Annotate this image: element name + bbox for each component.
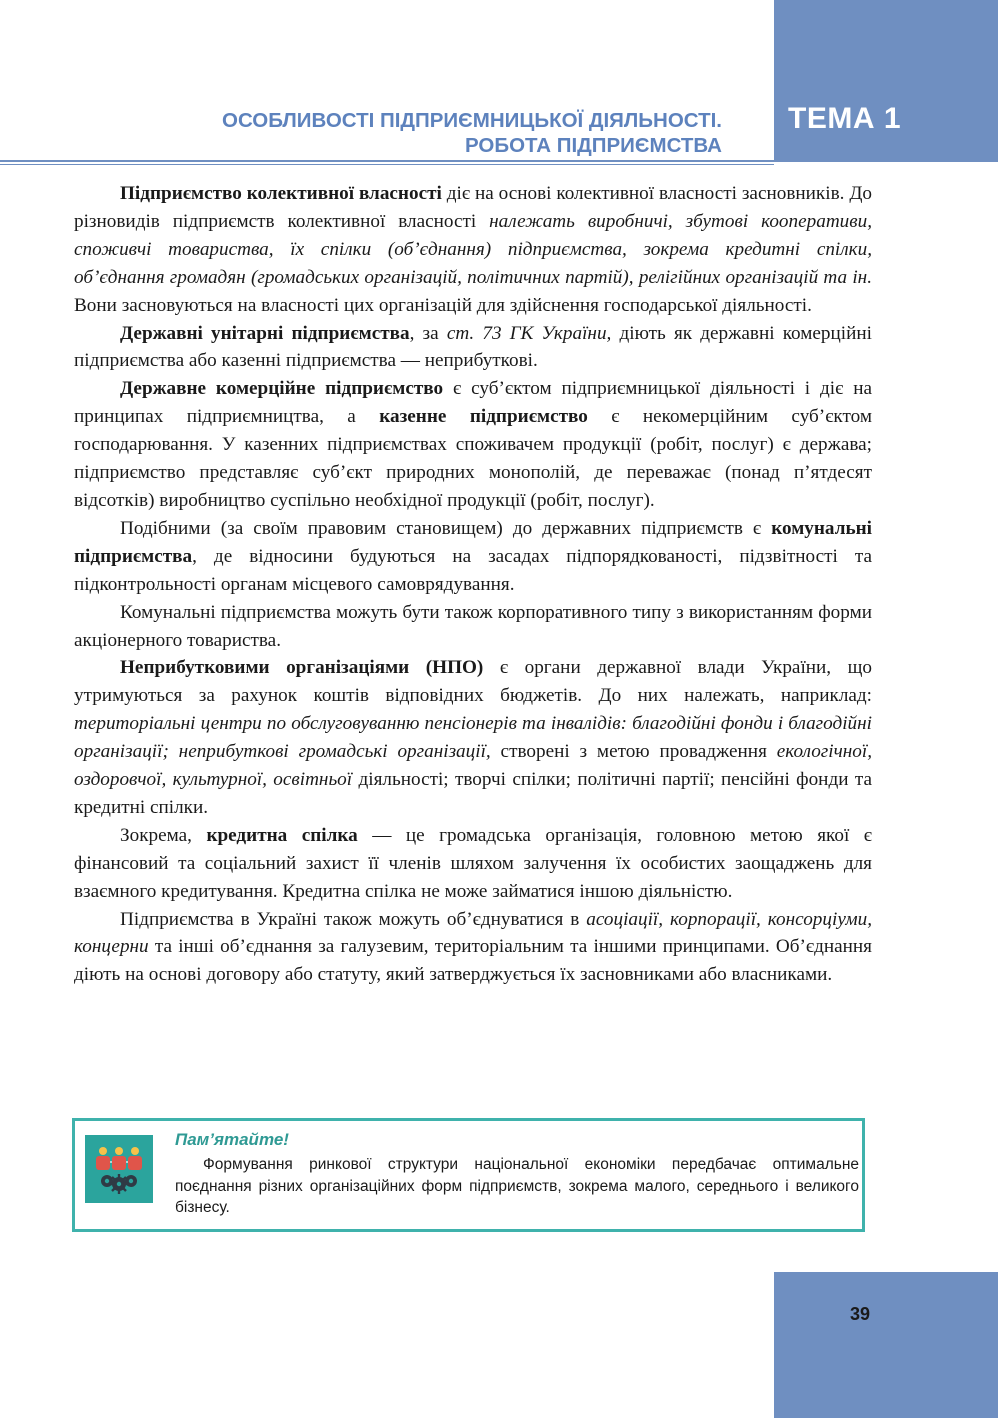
page-title-line-1: ОСОБЛИВОСТІ ПІДПРИЄМНИЦЬКОЇ ДІЯЛЬНОСТІ. (222, 109, 722, 132)
paragraph (74, 599, 872, 655)
page-title-line-2: РОБОТА ПІДПРИЄМСТВА (464, 134, 722, 157)
paragraph (74, 654, 872, 821)
team-gear-icon (85, 1135, 153, 1203)
text-run: , за (409, 322, 447, 344)
italic-text: асоціації, корпорації, консорціуми, концерни (74, 908, 872, 958)
paragraph (74, 822, 872, 906)
remember-text: Формування ринкової структури національної економіки передбачає оптимальне поєднання різних організаційних форм підприємств, зокрема малого, середнього і великого бізнесу. (175, 1156, 859, 1216)
text-run: діють як державні комерційні підприємства або казенні підприємства — неприбуткові. (74, 322, 872, 372)
main-text (74, 180, 872, 989)
bold-term: Підприємство колективної власності (120, 183, 442, 204)
italic-text: належать виробничі, збутові кооперативи, споживчі товариства, їх спілки (об’єднання) підприємства, зокрема кредитні спілки, об’єднання громадян (громадських організацій, політичних партій), релігійних організацій та ін. (74, 210, 872, 288)
bold-term: Державне комерційне підприємство (120, 378, 444, 400)
italic-text: територіальні центри по обслуговуванню пенсіонерів та інвалідів: благодійні фонди і благодійні організації; неприбуткові громадські організації, (74, 713, 872, 763)
paragraph (74, 320, 872, 376)
text-run: діє на основі колективної власності засновників. До різновидів підприємств колективної власності (74, 183, 873, 232)
bold-term: комунальні підприємства (74, 517, 872, 567)
bold-term: Неприбутковими організаціями (НПО) (120, 657, 484, 679)
bold-term: казенне підприємство (379, 406, 588, 428)
text-run: Вони засновуються на власності цих організацій для здійснення господарської діяльності. (74, 294, 812, 316)
text-run: Комунальні підприємства можуть бути також корпоративного типу з використанням форми акціонерного товариства. (74, 601, 872, 651)
text-run: та інші об’єднання за галузевим, територіальним та іншими принципами. Об’єднання діють на основі договору або статуту, який затверджується їх засновниками або власниками. (74, 936, 872, 986)
text-run: є суб’єктом підприємницької діяльності і діє на принципах підприємництва, а (74, 378, 872, 428)
theme-tab (774, 0, 998, 162)
text-run: є некомерційним суб’єктом господарювання. У казенних підприємствах споживачем продукції (робіт, послуг) є держава; підприємство представляє суб’єкт природних монополій, де переважає (понад п’ятдесят відсотків) виробництво суспільно необхідної продукції (робіт, послуг). (74, 406, 872, 511)
header-rule-thin (0, 164, 774, 165)
text-run: , де відносини будуються на засадах підпорядкованості, підзвітності та підконтрольності органам місцевого самоврядування. (74, 545, 872, 595)
paragraph (74, 515, 872, 599)
text-run: Подібними (за своїм правовим становищем) до державних підприємств є (120, 517, 772, 539)
bold-term: Державні унітарні підприємства (120, 322, 410, 344)
italic-text: ст. 73 ГК України, (446, 322, 612, 344)
text-run: Зокрема, (120, 824, 207, 846)
header-rule (0, 160, 774, 162)
text-run: — це громадська організація, головною метою якої є фінансовий та соціальний захист її членів шляхом залучення їх особистих заощаджень для взаємного кредитування. Кредитна спілка не може займатися іншою діяльністю. (74, 824, 872, 902)
bold-term: кредитна спілка (206, 824, 358, 846)
page-title (222, 108, 722, 158)
remember-box (72, 1118, 865, 1232)
paragraph (74, 375, 872, 515)
page-number-tab (774, 1272, 998, 1418)
theme-label: ТЕМА 1 (788, 102, 902, 135)
paragraph (74, 906, 872, 990)
italic-text: екологічної, оздоровчої, культурної, освітньої (74, 741, 873, 791)
text-run: створені з метою провадження (490, 741, 777, 763)
text-run: Підприємства в Україні також можуть об’єднуватися в (120, 908, 587, 930)
remember-title: Пам’ятайте! (175, 1130, 289, 1149)
page-number: 39 (850, 1304, 871, 1324)
text-run: є органи державної влади України, що утримуються за рахунок коштів відповідних бюджетів. До них належать, наприклад: (74, 657, 872, 707)
paragraph (74, 180, 872, 320)
text-run: діяльності; творчі спілки; політичні партії; пенсійні фонди та кредитні спілки. (74, 769, 872, 818)
